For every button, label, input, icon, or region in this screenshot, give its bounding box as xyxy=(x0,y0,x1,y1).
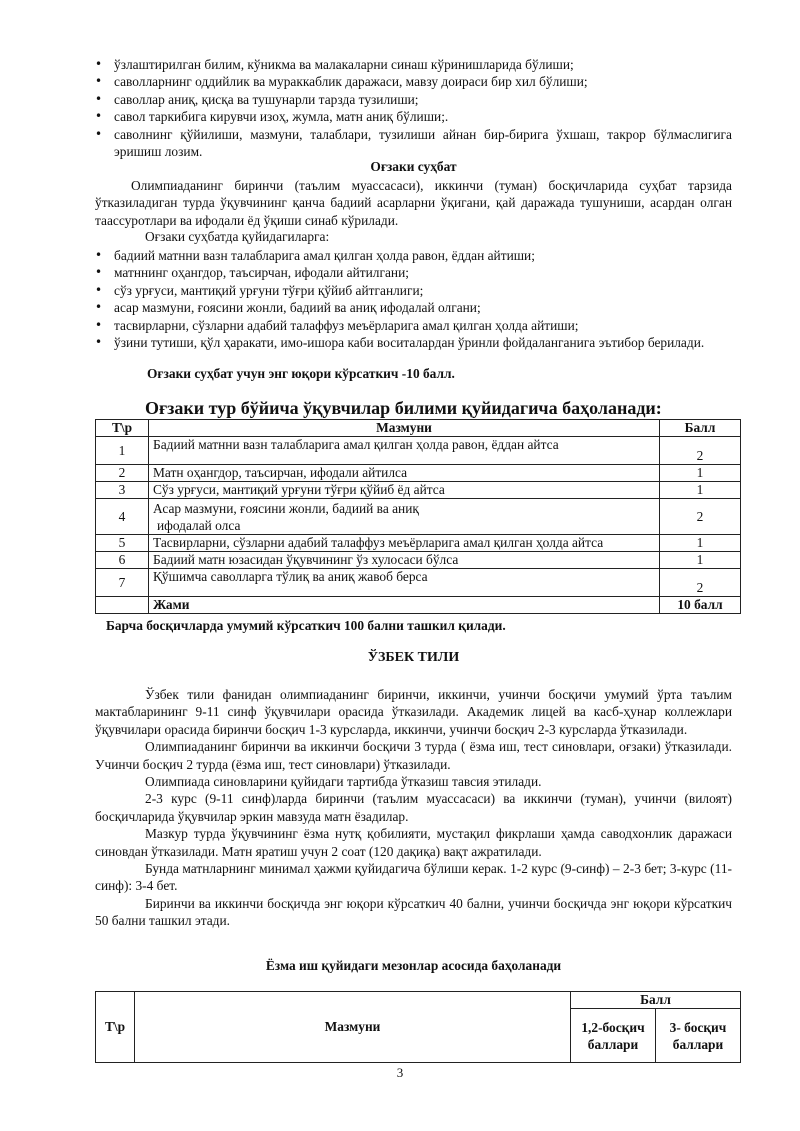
table-total-row xyxy=(96,597,741,614)
table1-title: Оғзаки тур бўйича ўқувчилар билими қуйидагича баҳоланади: xyxy=(145,398,662,418)
row-content: Тасвирларни, сўзларни адабий талаффуз меъёрларига амал қилган ҳолда айтса xyxy=(149,535,660,552)
row-score: 1 xyxy=(660,552,741,569)
list-item: • бадиий матнни вазн талабларига амал қилган ҳолда равон, ёддан айтиши; xyxy=(95,247,732,264)
page-number: 3 xyxy=(396,1065,404,1080)
paragraph: Ўзбек тили фанидан олимпиаданинг биринчи, иккинчи, учинчи босқичи умумий ўрта таълим мактабларининг 9-11 синф ўқувчилари орасида ўтказилади. Академик лицей ва касб-ҳунар коллежлари ўқувчилари орасида биринчи босқич 1-3 курсларда, иккинчи, учинчи босқич 2-3 курсларда ўтказилади. xyxy=(95,687,732,737)
row-number: 2 xyxy=(96,465,149,482)
list-item: • ўзини тутиши, қўл ҳаракати, имо-ишора каби воситалардан ўринли фойдаланганига эътибор берилади. xyxy=(95,334,732,351)
list-item: • тасвирларни, сўзларни адабий талаффуз меъёрларига амал қилган ҳолда айтиши; xyxy=(95,317,732,334)
list-item: • саволлар аниқ, қисқа ва тушунарли тарзда тузилиши; xyxy=(95,91,732,108)
table-row xyxy=(96,535,741,552)
row-score: 1 xyxy=(660,535,741,552)
row-number: 3 xyxy=(96,482,149,499)
row-number: 6 xyxy=(96,552,149,569)
column-header-content: Мазмуни xyxy=(149,420,660,437)
list-item: • матннинг оҳангдор, таъсирчан, ифодали айтилгани; xyxy=(95,264,732,281)
row-content: Бадиий матнни вазн талабларига амал қилган ҳолда равон, ёддан айтса xyxy=(149,437,660,465)
table-header-row xyxy=(96,992,741,1009)
oral-lead-text: Оғзаки суҳбатда қуйидагиларга: xyxy=(145,229,330,244)
oral-intro-paragraph: Олимпиаданинг биринчи (таълим муассасаси), иккинчи (туман) босқичларида суҳбат тарзида ўтказиладиган турда ўқувчининг қанча бадиий асарларни ўқигани, қай даражада тушуниши, асардан олган таассуротлари ва ифодали ёд ўқиши синаб кўрилади. xyxy=(95,178,732,228)
list-item: • саволнинг қўйилиши, мазмуни, талаблари, тузилиши айнан бир-бирига ўхшаш, такрор бўлмаслигига эришиш лозим. xyxy=(95,126,732,161)
section-title: ЎЗБЕК ТИЛИ xyxy=(367,650,460,665)
paragraph: Олимпиада синовларини қуйидаги тартибда ўтказиш тавсия этилади. xyxy=(145,774,542,790)
column-header-score: Балл xyxy=(571,992,741,1009)
column-header-stage-3: 3- босқич баллари xyxy=(656,1009,741,1063)
paragraph: Биринчи ва иккинчи босқичда энг юқори кўрсаткич 40 бални, учинчи босқичда энг юқори кўрсаткич 50 бални ташкил этади. xyxy=(95,895,732,929)
row-score: 2 xyxy=(660,569,741,597)
row-score: 2 xyxy=(660,437,741,465)
table-row xyxy=(96,437,741,465)
oral-heading: Оғзаки суҳбат xyxy=(370,159,457,174)
table-header-row xyxy=(96,420,741,437)
column-header-number: Т\р xyxy=(96,420,149,437)
list-item: • савол таркибига кирувчи изоҳ, жумла, матн аниқ бўлиши;. xyxy=(95,108,732,125)
list-item: • асар мазмуни, ғоясини жонли, бадиий ва аниқ ифодалай олгани; xyxy=(95,299,732,316)
paragraph: Олимпиаданинг биринчи ва иккинчи босқичи 3 турда ( ёзма иш, тест синовлари, оғзаки) ўтказилади. Учинчи босқич 2 турда (ёзма иш, тест синовлари) ўтказилади. xyxy=(95,739,732,772)
table-row xyxy=(96,465,741,482)
list-item: • сўз урғуси, мантиқий урғуни тўғри қўйиб айтганлиги; xyxy=(95,282,732,299)
row-content: Матн оҳангдор, таъсирчан, ифодали айтилса xyxy=(149,465,660,482)
written-criteria-title: Ёзма иш қуйидаги мезонлар асосида баҳоланади xyxy=(265,958,562,973)
row-content xyxy=(149,499,660,535)
row-content: Қўшимча саволларга тўлиқ ва аниқ жавоб берса xyxy=(149,569,660,597)
row-content: Сўз урғуси, мантиқий урғуни тўғри қўйиб ёд айтса xyxy=(149,482,660,499)
row-number: 1 xyxy=(96,437,149,465)
bullet-list-oral-criteria xyxy=(95,247,732,351)
uzbek-section-body xyxy=(95,686,732,930)
table-row xyxy=(96,499,741,535)
row-content-line: Асар мазмуни, ғоясини жонли, бадиий ва аниқ xyxy=(153,500,419,516)
row-content-line: ифодалай олса xyxy=(157,517,241,533)
table-row xyxy=(96,482,741,499)
paragraph: 2-3 курс (9-11 синф)ларда биринчи (таълим муассасаси) ва иккинчи (туман), учинчи (вилоят) босқичларида ўқувчилар эркин мавзуда матн ёзадилар. xyxy=(95,791,732,824)
table-row xyxy=(96,552,741,569)
row-number: 4 xyxy=(96,499,149,535)
row-content: Бадиий матн юзасидан ўқувчининг ўз хулосаси бўлса xyxy=(149,552,660,569)
list-item: • саволларнинг оддийлик ва мураккаблик даражаси, мавзу доираси бир хил бўлиши; xyxy=(95,73,732,90)
total-value: 10 балл xyxy=(660,597,741,614)
row-number: 7 xyxy=(96,569,149,597)
total-label: Жами xyxy=(149,597,660,614)
bullet-list-requirements xyxy=(95,56,732,160)
paragraph: Мазкур турда ўқувчининг ёзма нутқ қобилияти, мустақил фикрлаши ҳамда саводхонлик даражаси синовдан ўтказилади. Матн яратиш учун 2 соат (120 дақиқа) вақт ажратилади. xyxy=(95,826,732,859)
written-scoring-table xyxy=(95,991,741,1063)
row-score: 1 xyxy=(660,482,741,499)
row-score: 1 xyxy=(660,465,741,482)
table-row xyxy=(96,569,741,597)
row-score: 2 xyxy=(660,499,741,535)
column-header-stage-1-2: 1,2-босқич баллари xyxy=(571,1009,656,1063)
oral-scoring-table xyxy=(95,419,741,614)
row-number: 5 xyxy=(96,535,149,552)
oral-max-score: Оғзаки суҳбат учун энг юқори кўрсаткич -10 балл. xyxy=(147,366,455,381)
column-header-number: Т\р xyxy=(96,992,135,1063)
total-number-cell xyxy=(96,597,149,614)
column-header-score: Балл xyxy=(660,420,741,437)
list-item: • ўзлаштирилган билим, кўникма ва малакаларни синаш кўринишларида бўлиши; xyxy=(95,56,732,73)
column-header-content: Мазмуни xyxy=(135,992,571,1063)
all-stages-total: Барча босқичларда умумий кўрсаткич 100 бални ташкил қилади. xyxy=(106,618,506,633)
paragraph: Бунда матнларнинг минимал ҳажми қуйидагича бўлиши керак. 1-2 курс (9-синф) – 2-3 бет; 3-курс (11-синф): 3-4 бет. xyxy=(95,861,732,894)
